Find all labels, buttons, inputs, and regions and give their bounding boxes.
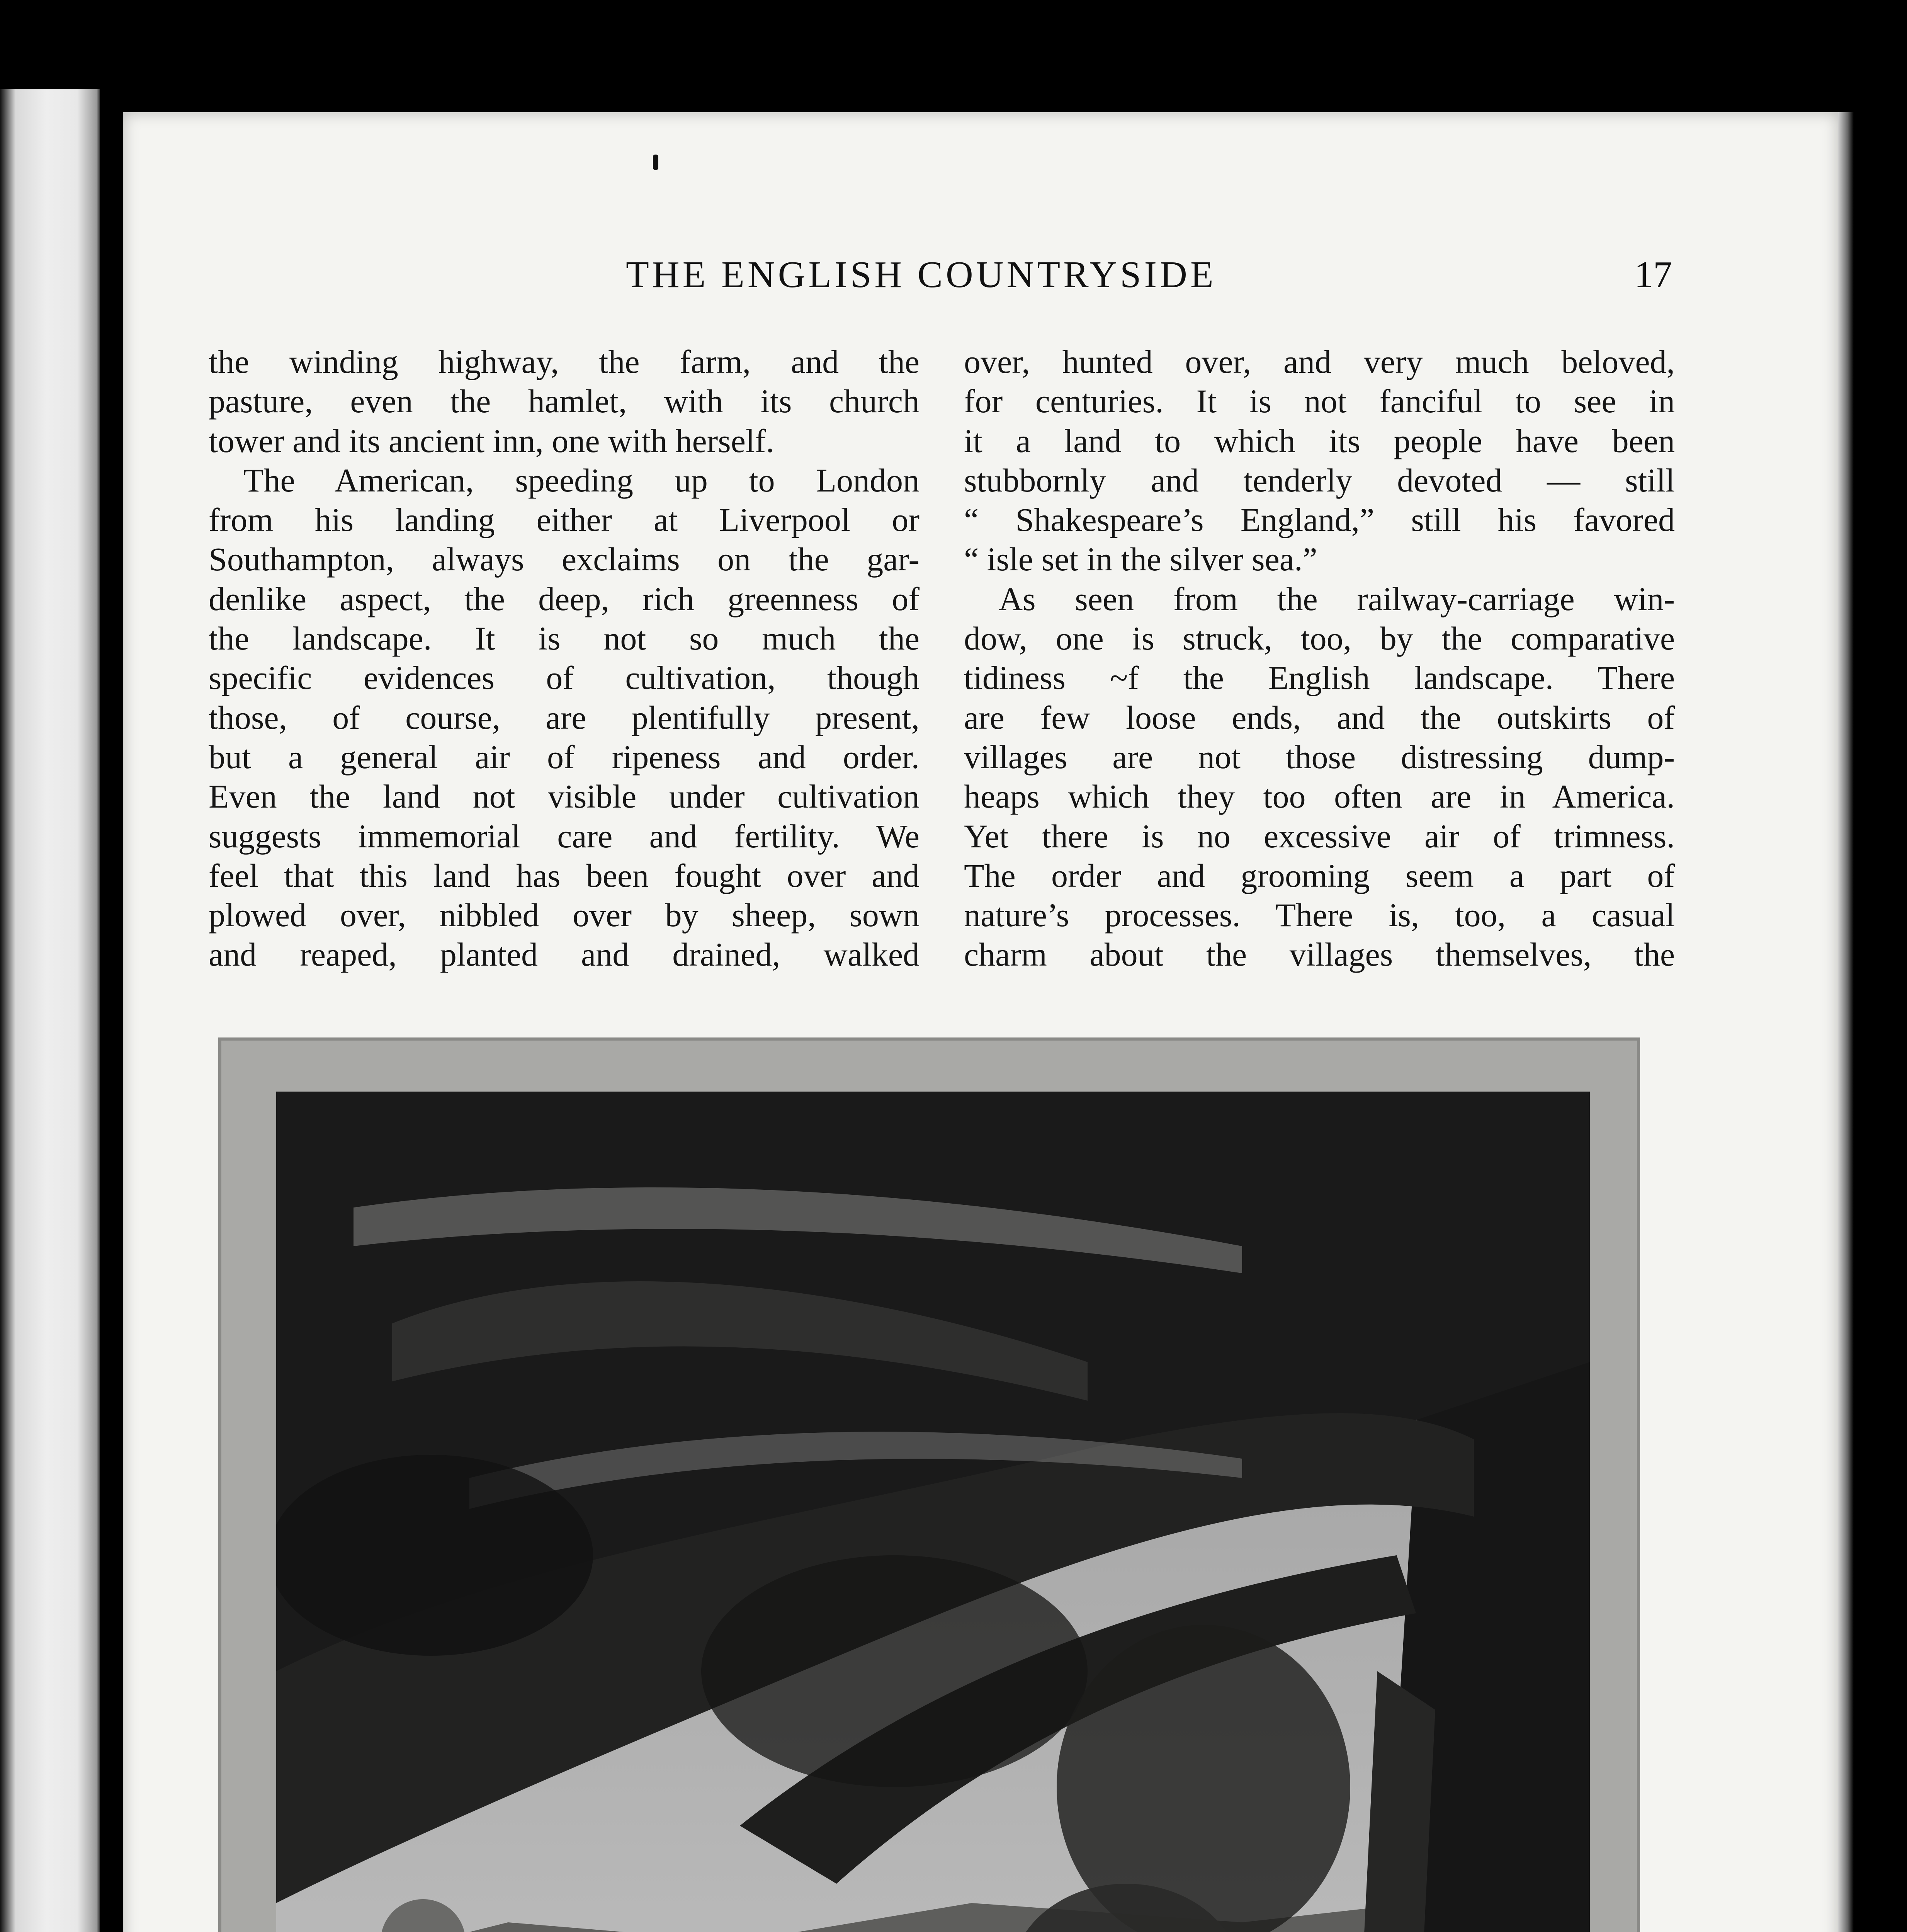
text-line: from his landing either at Liverpool or bbox=[209, 501, 920, 539]
text-line: are few loose ends, and the outskirts of bbox=[964, 699, 1675, 736]
photograph-illustration bbox=[276, 1092, 1590, 1932]
text-line: The American, speeding up to London bbox=[243, 461, 920, 499]
text-line: dow, one is struck, too, by the comparative bbox=[964, 620, 1675, 657]
text-line: As seen from the railway-carriage win- bbox=[999, 580, 1675, 617]
page-edge-shadow bbox=[1838, 112, 1854, 1932]
text-line: villages are not those distressing dump- bbox=[964, 738, 1675, 776]
text-line: for centuries. It is not fanciful to see in bbox=[964, 383, 1675, 420]
text-line: plowed over, nibbled over by sheep, sown bbox=[209, 896, 920, 934]
text-line: those, of course, are plentifully present, bbox=[209, 699, 920, 736]
text-line: the winding highway, the farm, and the bbox=[209, 343, 920, 380]
photograph-yew-walk bbox=[276, 1092, 1590, 1932]
text-column-right bbox=[964, 342, 1675, 975]
text-line: heaps which they too often are in America. bbox=[964, 778, 1675, 815]
text-line: it a land to which its people have been bbox=[964, 422, 1675, 459]
text-line: pasture, even the hamlet, with its church bbox=[209, 383, 920, 420]
text-line: specific evidences of cultivation, though bbox=[209, 659, 920, 697]
text-line: Southampton, always exclaims on the gar- bbox=[209, 541, 920, 578]
text-line: suggests immemorial care and fertility. We bbox=[209, 817, 920, 855]
book-spine-gutter bbox=[100, 0, 123, 1932]
text-line: and reaped, planted and drained, walked bbox=[209, 936, 920, 973]
text-line: Yet there is no excessive air of trimness. bbox=[964, 817, 1675, 855]
text-line: denlike aspect, the deep, rich greenness of bbox=[209, 580, 920, 617]
page-number: 17 bbox=[1634, 254, 1672, 296]
ink-speck bbox=[653, 155, 658, 170]
text-column-left bbox=[209, 342, 920, 975]
adjacent-page-edge bbox=[0, 89, 100, 1932]
text-line: the landscape. It is not so much the bbox=[209, 620, 920, 657]
text-line: “ Shakespeare’s England,” still his favored bbox=[964, 501, 1675, 539]
text-line: nature’s processes. There is, too, a casual bbox=[964, 896, 1675, 934]
text-line: Even the land not visible under cultivation bbox=[209, 778, 920, 815]
text-line: tower and its ancient inn, one with herself. bbox=[209, 422, 774, 459]
text-line: but a general air of ripeness and order. bbox=[209, 738, 920, 776]
running-head: THE ENGLISH COUNTRYSIDE bbox=[626, 254, 1217, 296]
text-line: feel that this land has been fought over and bbox=[209, 857, 920, 894]
text-line: over, hunted over, and very much beloved, bbox=[964, 343, 1675, 380]
text-line: tidiness ~f the English landscape. There bbox=[964, 659, 1675, 697]
text-line: stubbornly and tenderly devoted — still bbox=[964, 461, 1675, 499]
text-line: charm about the villages themselves, the bbox=[964, 936, 1675, 973]
text-line: The order and grooming seem a part of bbox=[964, 857, 1675, 894]
text-line: “ isle set in the silver sea.” bbox=[964, 541, 1317, 578]
